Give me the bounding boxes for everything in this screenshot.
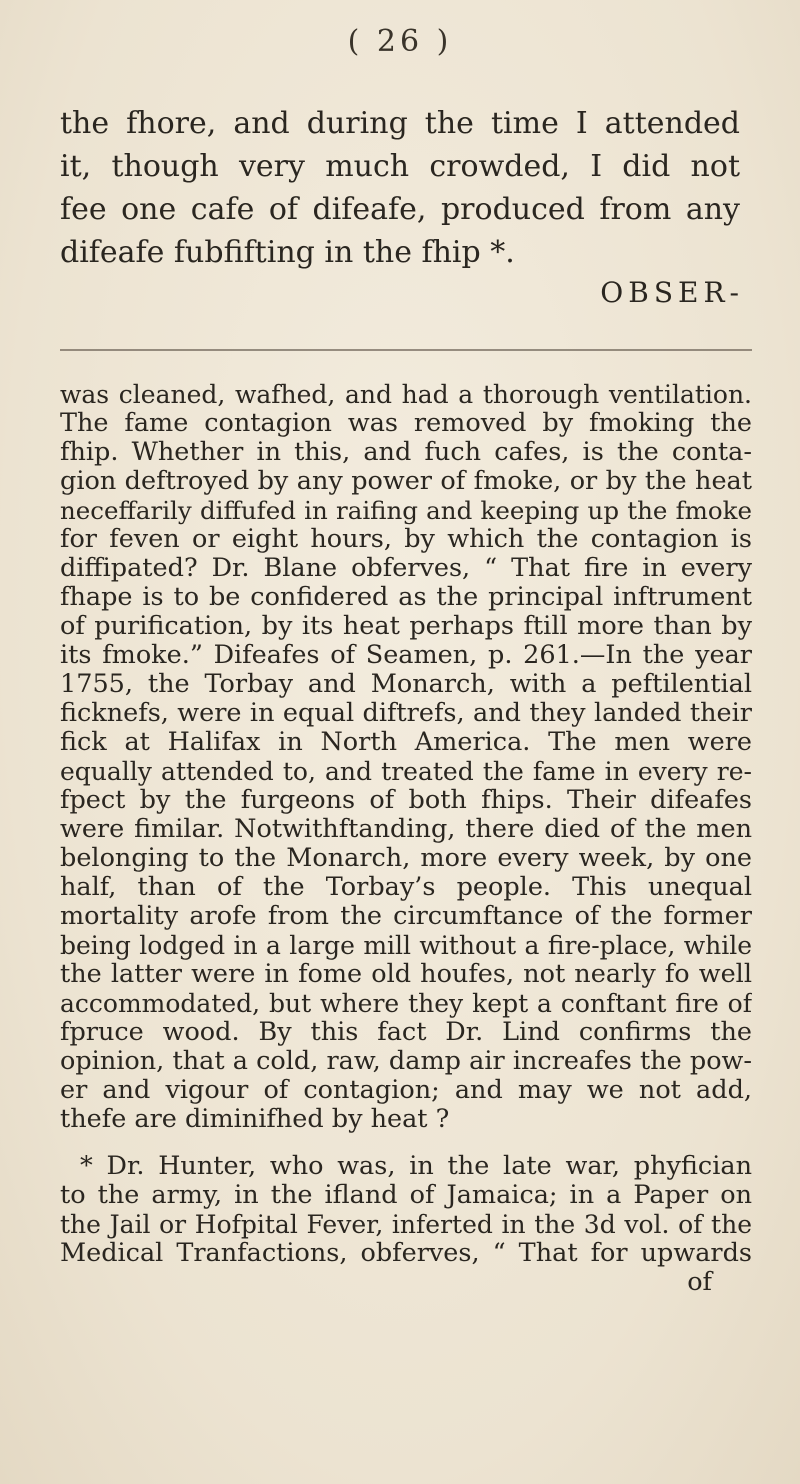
- footnote-line: Medical Tranfactions, obferves, “ That for upwards: [60, 1239, 752, 1268]
- footnote-line: fick at Halifax in North America. The men were: [60, 728, 752, 757]
- footnote-line: equally attended to, and treated the fame in every re-: [60, 757, 752, 786]
- footnote-line: its fmoke.” Difeafes of Seamen, p. 261.—In the year: [60, 641, 752, 670]
- footnote-line: 1755, the Torbay and Monarch, with a peftilential: [60, 670, 752, 699]
- main-text-line: difeafe fubfifting in the fhip *.: [60, 235, 515, 270]
- footnote-line: ficknefs, were in equal diftrefs, and they landed their: [60, 699, 752, 728]
- footnote-line: belonging to the Monarch, more every week, by one: [60, 844, 752, 873]
- footnote-line: were fimilar. Notwithftanding, there died of the men: [60, 815, 752, 844]
- main-text-line: fee one cafe of difeafe, produced from any: [60, 192, 740, 227]
- footnote-line: fhape is to be confidered as the principal inftrument: [60, 583, 752, 612]
- footnote-line: half, than of the Torbay’s people. This unequal: [60, 873, 752, 902]
- main-text-line: it, though very much crowded, I did not: [60, 149, 740, 184]
- footnote-catchword: of: [687, 1268, 712, 1297]
- page-number: ( 26 ): [347, 24, 453, 59]
- footnote-line: mortality arofe from the circumftance of the former: [60, 902, 752, 931]
- footnote-line: fpruce wood. By this fact Dr. Lind confirms the: [60, 1018, 752, 1047]
- footnote-line: fpect by the furgeons of both fhips. Their difeafes: [60, 786, 752, 815]
- main-text: [60, 102, 740, 274]
- footnote-line: the latter were in fome old houfes, not nearly fo well: [60, 960, 752, 989]
- footnote-line: * Dr. Hunter, who was, in the late war, phyfician: [80, 1152, 752, 1181]
- footnote-divider: [60, 349, 752, 351]
- main-text-line: the fhore, and during the time I attended: [60, 106, 740, 141]
- footnote-line: accommodated, but where they kept a conftant fire of: [60, 989, 752, 1018]
- footnote-line: being lodged in a large mill without a fire-place, while: [60, 931, 752, 960]
- footnote-line: was cleaned, wafhed, and had a thorough ventilation.: [60, 380, 752, 409]
- footnote-line: thefe are diminifhed by heat ?: [60, 1105, 450, 1134]
- catchword: OBSER-: [600, 276, 744, 309]
- footnote-line: The fame contagion was removed by fmoking the: [60, 409, 752, 438]
- footnote-line: the Jail or Hofpital Fever, inferted in the 3d vol. of the: [60, 1210, 752, 1239]
- footnote-line: of purification, by its heat perhaps ftill more than by: [60, 612, 752, 641]
- footnote-line: opinion, that a cold, raw, damp air increafes the pow-: [60, 1047, 752, 1076]
- footnote-line: for feven or eight hours, by which the contagion is: [60, 525, 752, 554]
- footnote-line: diffipated? Dr. Blane obferves, “ That fire in every: [60, 554, 752, 583]
- footnote-line: er and vigour of contagion; and may we not add,: [60, 1076, 752, 1105]
- footnote-line: neceffarily diffufed in raifing and keeping up the fmoke: [60, 496, 752, 525]
- footnote-line: fhip. Whether in this, and fuch cafes, is the conta-: [60, 438, 752, 467]
- footnote-text: [60, 380, 752, 1297]
- footnote-line: to the army, in the ifland of Jamaica; in a Paper on: [60, 1181, 752, 1210]
- footnote-line: gion deftroyed by any power of fmoke, or by the heat: [60, 467, 752, 496]
